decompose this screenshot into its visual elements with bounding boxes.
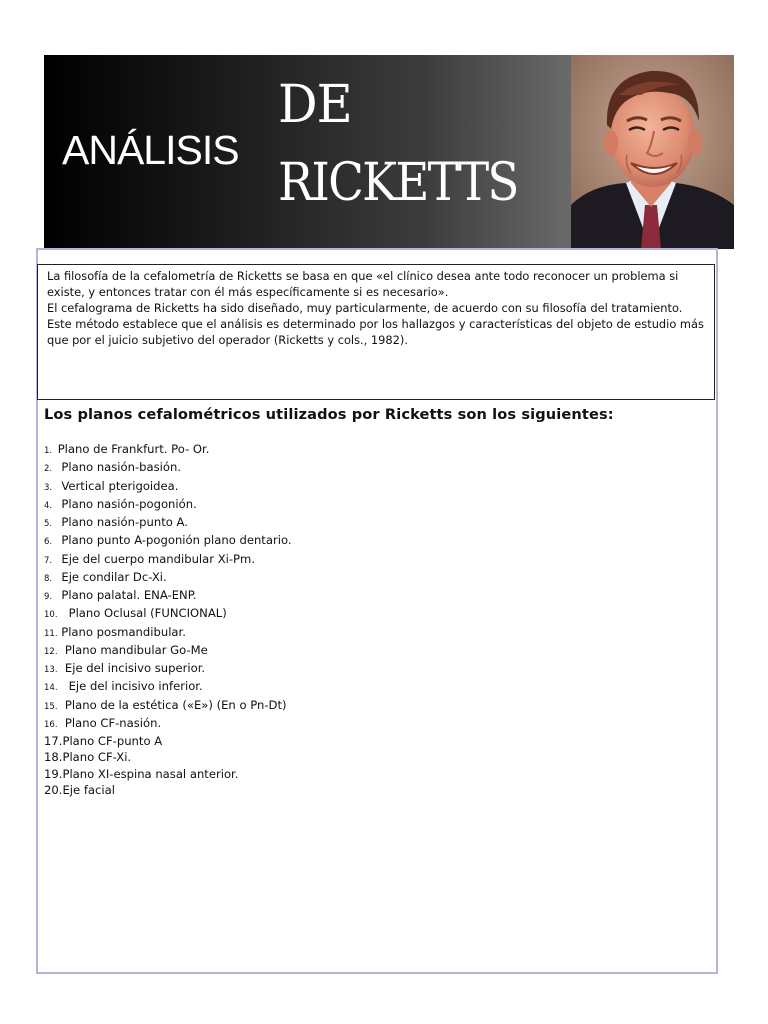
list-item-text: Plano CF-Xi. [62,750,132,765]
list-item-text: Plano mandibular Go-Me [64,642,208,657]
list-item-text: Plano punto A-pogonión plano dentario. [61,533,292,548]
title-de: DE [278,75,352,135]
list-item [44,459,292,477]
list-item-text: Plano posmandibular. [61,624,186,639]
list-item-number: 11. [44,628,58,639]
list-item-text: Plano nasión-basión. [61,460,182,475]
portrait-photo [571,55,734,249]
list-item-number: 18. [44,750,63,765]
list-item-number: 10. [44,610,58,621]
list-item-text: Plano Oclusal (FUNCIONAL) [68,606,227,621]
list-item-number: 5. [44,519,53,529]
list-item-text: Eje del incisivo inferior. [68,679,203,694]
list-item-number: 19. [44,766,63,781]
list-item-text: Eje del incisivo superior. [64,661,206,675]
list-item [44,624,292,642]
list-item-text: Plano nasión-pogonión. [61,496,197,511]
list-item-number: 17. [44,734,63,748]
list-item-number: 2. [44,464,53,475]
list-item-number: 12. [44,646,58,657]
list-item [44,496,292,514]
title-analisis: ANÁLISIS [62,127,239,173]
list-item [44,478,292,496]
list-item-text: Eje del cuerpo mandibular Xi-Pm. [61,551,256,566]
list-item-text: Plano CF-nasión. [64,715,162,730]
list-item [44,782,292,798]
list-item [44,532,292,550]
list-item-text: Plano XI-espina nasal anterior. [62,766,239,781]
list-item-text: Vertical pterigoidea. [61,478,179,493]
list-item [44,514,292,532]
intro-paragraph-3: Este método establece que el análisis es determinado por los hallazgos y características del objeto de estudio más que por el juicio subjetivo del operador (Ricketts y cols., 1982). [47,317,704,347]
list-item [44,715,292,733]
planes-list [44,441,292,798]
list-item [44,587,292,605]
list-item-text: Plano CF-punto A [62,734,163,748]
list-item-number: 6. [44,537,53,548]
list-item [44,642,292,660]
list-item [44,551,292,569]
list-item-number: 20. [44,782,63,797]
list-item [44,733,292,749]
title-ricketts: RICKETTS [278,153,518,213]
list-item-text: Eje facial [62,782,115,797]
list-item-number: 1. [44,446,53,456]
list-item [44,678,292,696]
list-item-text: Eje condilar Dc-Xi. [61,569,167,584]
list-item [44,569,292,587]
intro-paragraph-1: La filosofía de la cefalometría de Ricketts se basa en que «el clínico desea ante todo reconocer un problema si existe, y entonces tratar con él más específicamente si es necesario». [47,269,679,299]
list-item-text: Plano nasión-punto A. [61,515,188,529]
header-banner [44,55,734,249]
list-item-number: 14. [44,683,58,694]
list-item [44,749,292,765]
list-item-number: 8. [44,573,53,584]
list-item [44,697,292,715]
list-item-number: 4. [44,500,53,511]
list-item [44,605,292,623]
list-item-number: 13. [44,665,58,675]
planes-heading: Los planos cefalométricos utilizados por Ricketts son los siguientes: [44,406,614,423]
intro-paragraph-2: El cefalograma de Ricketts ha sido diseñado, muy particularmente, de acuerdo con su filosofía del tratamiento. [47,301,683,315]
list-item [44,660,292,678]
list-item-number: 9. [44,592,53,602]
list-item-number: 16. [44,719,58,730]
list-item-number: 15. [44,701,58,712]
list-item-text: Plano palatal. ENA-ENP. [61,588,197,602]
list-item-text: Plano de la estética («E») (En o Pn-Dt) [64,697,287,712]
intro-text-box [37,264,715,400]
list-item [44,441,292,459]
list-item [44,766,292,782]
list-item-number: 7. [44,555,53,566]
list-item-number: 3. [44,482,53,493]
list-item-text: Plano de Frankfurt. Po- Or. [57,442,210,456]
